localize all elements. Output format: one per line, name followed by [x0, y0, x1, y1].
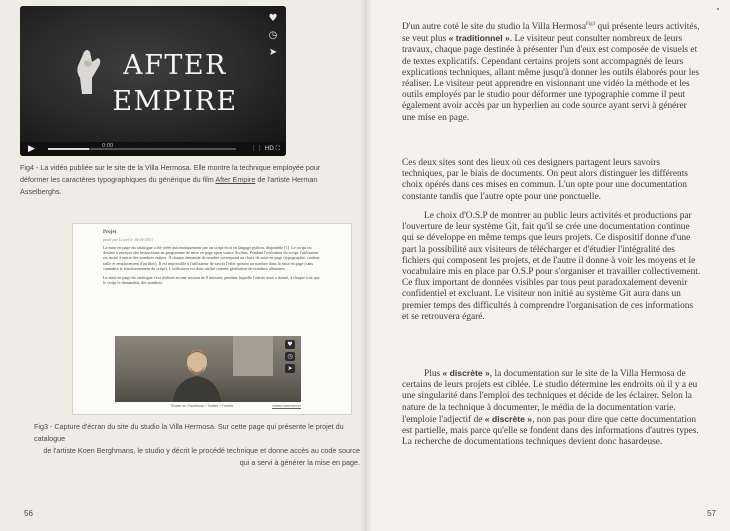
p1-keyword: « traditionnel » [448, 33, 510, 44]
fig4-caption-part1: Fig4 - La vidéo publiée sur le site de la Villa Hermosa. Elle montre la technique employée pour déformer les caractères typographiques du générique du film [20, 163, 321, 184]
video-progress-bar[interactable] [48, 148, 236, 150]
p1-text-a: D'un autre coté le site du studio la Villa Hermosa [402, 22, 586, 32]
paragraph-1 [402, 22, 702, 124]
fig4-video-still [20, 6, 286, 156]
clock-icon[interactable]: ◷ [285, 352, 295, 361]
p1-text-b: qui présente leurs activités, se veut plus [402, 22, 700, 45]
video-window-light [233, 336, 273, 376]
fig3-article [103, 230, 323, 289]
paragraph-2: Ces deux sites sont des lieux où ces designers partagent leurs savoirs techniques, par le biais de documents. On peut alors distinguer les différents choix opérés dans ces mises en commun. L'un opte pour une documentation constante tandis que l'autre opte pour une ponctuelle. [402, 158, 688, 202]
video-side-icons [266, 12, 280, 63]
fig3-caption-line1: Fig3 - Capture d'écran du site du studio la Villa Hermosa. Sur cette page qui présente le projet du catalogue [34, 422, 344, 443]
fig3-caption-line3: qui a servi à générer la mise en page. [239, 458, 360, 467]
fig3-paragraph-2: La mise en page du catalogue s'est réalisée en une session de 8 minutes, pendant laquelle l'artiste nous a donné, à chaque fois que le script le demandait, des nombres. [103, 275, 320, 286]
heart-icon[interactable]: ♥ [285, 340, 295, 349]
video-progress-fill [48, 148, 89, 150]
p4-text-b: , la documentation sur le site de la Villa Hermosa de certains de leurs projets est ciblée. Le studio détermine les endroits où il y a eu une singularité dans l'emploi des techniques et décide de les éclairer. Selon la nature de la technique à documenter, le média de la documentation varie. l'emploie l'adjectif de [402, 369, 698, 425]
fig4-caption-part2: de l'artiste Herman Asselberghs. [20, 175, 318, 196]
book-gutter [360, 0, 372, 531]
page-number-right: 57 [707, 509, 716, 518]
p4-keyword-1: « discrète » [442, 368, 490, 378]
send-icon[interactable]: ➤ [285, 364, 295, 373]
share-links[interactable]: Share on Facebook / Twitter / Tumblr [171, 404, 234, 408]
fig4-caption [20, 162, 350, 198]
send-icon[interactable]: ➤ [268, 47, 278, 58]
p4-keyword-2: « discrète » [484, 413, 533, 424]
clock-icon[interactable]: ◷ [268, 30, 278, 41]
video-title-line2: EMPIRE [112, 86, 238, 117]
fig3-screenshot [72, 223, 352, 415]
fig3-page-title: Projet [103, 230, 117, 235]
embedded-video-icons [285, 340, 295, 376]
page-number-left: 56 [24, 509, 33, 518]
video-time: 0:00 [102, 143, 114, 149]
p4-text-a: Plus [424, 369, 443, 379]
fig3-caption-line2: de l'artiste Koen Berghmans, le studio y décrit le procédé technique et donne accès au code source [43, 446, 360, 455]
paragraph-4 [402, 368, 702, 448]
video-source-link[interactable]: vimeo.com/xxxxx [272, 404, 301, 408]
video-frame [20, 6, 286, 142]
video-right-controls[interactable]: ⋮⋮ HD ⛶ [250, 145, 280, 152]
print-mark [717, 8, 719, 10]
fig3-paragraph-1: La mise en page du catalogue a été créée automatiquement par un script écrit en langage python, disponible [1]. Le script est destiné à envoyer des instructions au programme de mise en page open source Scribus. Pendant l'exécution du script, l'utilisateur est invité à entrer des nombres entiers. À chaque demande de nombre correspond un choix de mise en page (typographie, couleur, taille et emplacement d'un bloc). Il est impossible à l'utilisateur de savoir l'effet qu'aura un nombre dans la mise en page (sans connaître le fonctionnement du script). L'utilisateur est donc utilisé comme générateur de nombres aléatoires. [103, 245, 321, 271]
play-icon[interactable]: ▶ [28, 144, 35, 154]
p1-text-c: . Le visiteur peut consulter nombreux de leurs travaux, chaque page destinée à présenter l'un d'eux est composée de visuels et de textes explicatifs. Cependant certains projets sont accompagnés de leurs explications techniques, allant même jusqu'à donner les outils élaborés pour les réaliser. Le visiteur peut apprendre en visionnant une vidéo la méthode et les outils employés par le studio pour déformer une typographie comme il peut également avoir accès par un hyperlien au code source ayant servi à générer une mise en page. [402, 34, 700, 123]
paragraph-3: Le choix d'O.S.P de montrer au public leurs activités et productions par l'ouverture de leur système Git, fait qu'il se crée une documentation continue qui se développe en même temps que leurs projets. Ce dispositif donne d'une part la possibilité aux visiteurs de télécharger et d'étudier l'intégralité des fichiers qui composent les projets, et de l'autre il donne à voir les moyens et le vocabulaire mis en place par O.S.P pour s'organiser et travailler collectivement. Ce flux important de données visibles par tous peut paradoxalement devenir confidentiel et excluant. Le visiteur non initié au système Git aura dans un premier temps des difficultés à comprendre l'organisation de ces informations et se retrouvera égaré. [402, 211, 701, 322]
fig3-footer [115, 404, 301, 410]
p4-text-c: , non pas pour dire que cette documentation est partielle, mais parce qu'elle se fondent dans des informations d'autres types. La recherche de documentations techniques devient donc hasardeuse. [402, 414, 699, 448]
fig3-caption [34, 421, 360, 469]
fig3-reference: Fig3 [585, 21, 596, 27]
heart-icon[interactable]: ♥ [268, 13, 278, 24]
video-title-line1: AFTER [123, 50, 227, 81]
fig3-embedded-video[interactable] [115, 336, 301, 402]
fig3-page-meta: posté par Lionel le 18-04-2013 [103, 237, 153, 242]
person-in-video [167, 344, 227, 402]
fig4-caption-link[interactable]: After Empire [215, 175, 256, 184]
video-control-bar [20, 142, 286, 156]
